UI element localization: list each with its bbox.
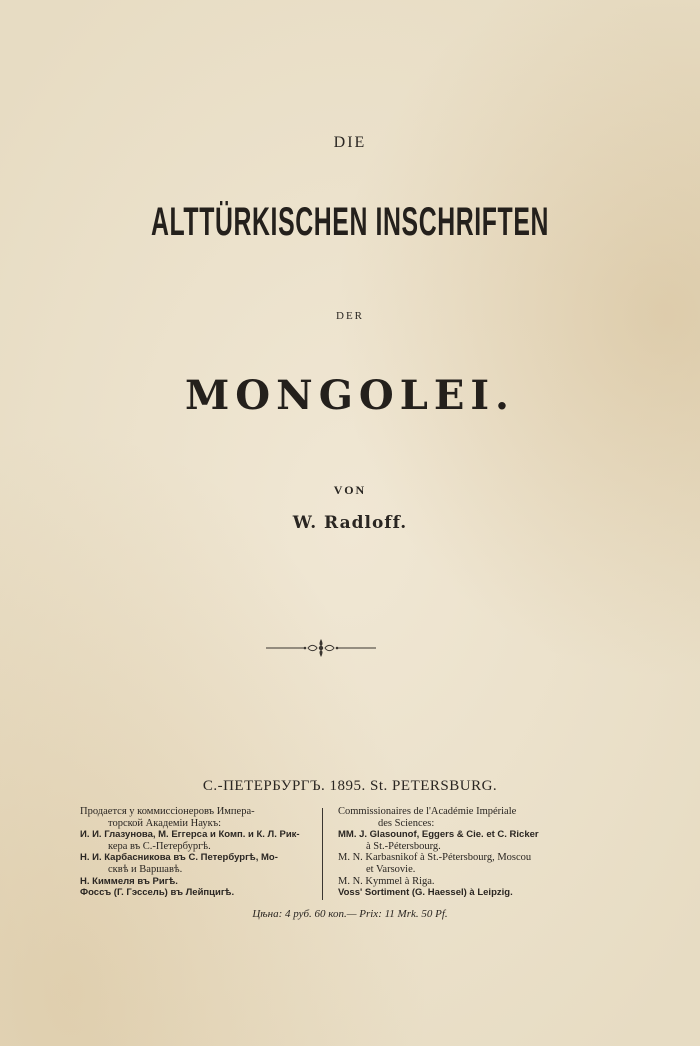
fr-line: MM. J. Glasounof, Eggers & Cie. et C. Ricker bbox=[338, 829, 539, 841]
title-von: VON bbox=[333, 483, 367, 497]
fr-line: M. N. Kymmel à Riga. bbox=[338, 875, 435, 887]
ru-line: Н. Киммеля въ Ригѣ. bbox=[80, 875, 178, 887]
ornament-divider bbox=[264, 636, 378, 660]
ru-line: И. И. Глазунова, М. Еггерса и Комп. и К. Л. Рик- bbox=[80, 829, 300, 841]
fr-line: et Varsovie. bbox=[366, 863, 416, 875]
fr-line: des Sciences: bbox=[378, 817, 435, 829]
ru-line: Н. И. Карбасникова въ С. Петербургѣ, Мо- bbox=[80, 852, 278, 864]
main-title: ALTTÜRKISCHEN INSCHRIFTEN bbox=[150, 200, 550, 244]
fr-line: Commissionaires de l'Académie Impériale bbox=[338, 806, 517, 817]
ru-line: Фоссъ (Г. Гэссель) въ Лейпцигѣ. bbox=[80, 887, 235, 899]
ru-line: кера въ С.-Петербургѣ. bbox=[108, 840, 211, 852]
ru-line: торской Академіи Наукъ: bbox=[108, 817, 222, 829]
commissioners-russian bbox=[80, 806, 312, 899]
ru-line: Продается у коммиссіонеровъ Импера- bbox=[80, 806, 255, 817]
title-der: DER bbox=[336, 310, 364, 322]
author-name: W. Radloff. bbox=[292, 513, 408, 533]
fr-line: M. N. Karbasnikof à St.-Pétersbourg, Moscou bbox=[338, 852, 532, 864]
title-mongolei: MONGOLEI. bbox=[185, 372, 515, 419]
price-line: Цѣна: 4 руб. 60 коп.— Prix: 11 Mrk. 50 Pf. bbox=[252, 908, 448, 920]
commissioners-french bbox=[338, 806, 578, 899]
imprint-line: С.-ПЕТЕРБУРГЪ. 1895. St. PETERSBURG. bbox=[202, 778, 498, 794]
title-die: DIE bbox=[333, 134, 367, 151]
fr-line: à St.-Pétersbourg. bbox=[366, 840, 441, 852]
column-divider bbox=[322, 808, 323, 900]
ru-line: сквѣ и Варшавѣ. bbox=[108, 863, 183, 875]
fr-line: Voss' Sortiment (G. Haessel) à Leipzig. bbox=[338, 887, 513, 899]
